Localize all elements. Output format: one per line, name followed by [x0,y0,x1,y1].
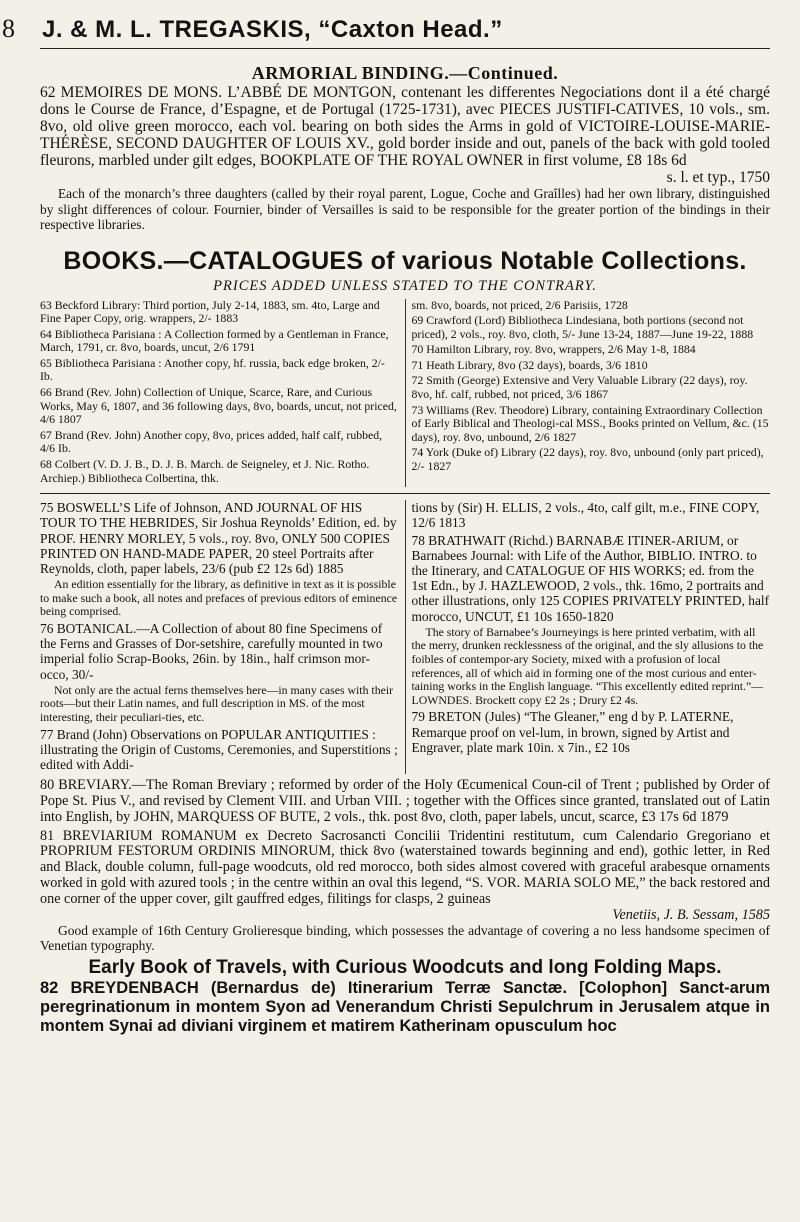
lower-columns [40,500,770,774]
armorial-section-title: ARMORIAL BINDING.—Continued. [251,63,559,83]
running-header [2,14,770,49]
catalogue-entry: 68 Colbert (V. D. J. B., D. J. B. March. de Seigneley, et J. Nic. Rotho. Archiep.) Bibliotheca Colbertina, thk. [40,457,370,485]
lower-right-column [406,500,771,774]
divider [40,493,770,494]
catalogues-right-column [406,299,771,488]
entry-79: 79 BRETON (Jules) “The Gleaner,” eng d by P. LATERNE, Remarque proof on vel-lum, in brown, signed by Artist and Engraver, plate mark 10in. x 7in., £2 10s [411,709,734,755]
entry-75: 75 BOSWELL’S Life of Johnson, AND JOURNAL OF HIS TOUR TO THE HEBRIDES, Sir Joshua Reynolds’ Edition, ed. by PROF. HENRY MORLEY, 5 vols., roy. 8vo, ONLY 500 COPIES PRINTED ON HAND-MADE PAPER, 20 steel Portraits after Reynolds, cloth, paper labels, 23/6 (pub £2 12s 6d) 1885 [40,500,397,577]
publisher-heading: J. & M. L. TREGASKIS, “Caxton Head.” [42,16,503,43]
catalogue-entry: 66 Brand (Rev. John) Collection of Unique, Scarce, Rare, and Curious Works, May 6, 1807, and 36 following days, 8vo, boards, uncut, not priced, 4/6 1807 [40,385,397,427]
page-number: 8 [2,14,15,43]
entry-78: 78 BRATHWAIT (Richd.) BARNABÆ ITINER-ARIUM, or Barnabees Journal: with Life of the Author, BIBLIO. INTRO. to the Itinerary, and CATALOGUE OF HIS WORKS; ed. from the 1st Edn., by J. HAZLEWOOD, 2 vols., thk. 16mo, 2 portraits and other illustrations, only 125 COPIES PRIVATELY PRINTED, half morocco, UNCUT, £1 10s 1650-1820 [411,532,770,624]
catalogues-left-column [40,299,406,488]
catalogue-entry: 70 Hamilton Library, roy. 8vo, wrappers, 2/6 May 1-8, 1884 [411,342,696,357]
entry-82: 82 BREYDENBACH (Bernardus de) Itinerarium Terræ Sanctæ. [Colophon] Sanct-arum peregrinationum in montem Syon ad Venerandum Christi Sepulchrum in Jerusalem atque in montem Synai ad diviani virginem et matirem Katherinam opusculum hoc [40,979,770,1036]
entry-62: 62 MEMOIRES DE MONS. L’ABBÉ DE MONTGON, contenant les differentes Negociations dont il a été chargé dons le Course de France, d’Espagne, et de Portugal (1725-1731), avec PIECES JUSTIFI-CATIVES, 10 vols., sm. 8vo, old olive green morocco, each vol. bearing on both sides the Arms in gold of VICTOIRE-LOUISE-MARIE-THÉRÈSE, SECOND DAUGHTER OF LOUIS XV., gold border inside and out, panels of the back with gold tooled fleurons, marbled under gilt edges, BOOKPLATE OF THE ROYAL OWNER in first volume, £8 18s 6d [40,84,770,169]
catalogue-entry: 72 Smith (George) Extensive and Very Valuable Library (22 days), roy. 8vo, hf. calf, rubbed, not priced, 3/6 1867 [411,373,748,402]
catalogue-entry: 67 Brand (Rev. John) Another copy, 8vo, prices added, half calf, rubbed, 4/6 Ib. [40,427,383,456]
entry-76-note: Not only are the actual ferns themselves here—in many cases with their roots—but their Latin names, and full description in MS. of the most interesting, their peculiari-ties, etc. [40,682,394,725]
entry-77-continued: tions by (Sir) H. ELLIS, 2 vols., 4to, calf gilt, m.e., FINE COPY, 12/6 1813 [411,500,760,531]
armorial-note: Each of the monarch’s three daughters (called by their royal parent, Logue, Coche and Graîlles) had her own library, distinguished by slight differences of colour. Fournier, binder of Versailles is said to be responsible for the greater portion of the bindings in their respective libraries. [40,186,770,232]
catalogue-entry: 69 Crawford (Lord) Bibliotheca Lindesiana, both portions (second not priced), 2 vols., roy. 8vo, cloth, 5/- June 13-24, 1887—June 19-22, 1888 [411,313,754,341]
catalogues-title: BOOKS.—CATALOGUES of various Notable Collections. [63,246,747,275]
entry-81-note: Good example of 16th Century Grolieresque binding, which possesses the advantage of covering a no less handsome specimen of Venetian typography. [40,923,770,954]
catalogue-entry: 74 York (Duke of) Library (22 days), roy. 8vo, unbound (only part priced), 2/- 1827 [411,445,764,474]
catalogue-entry: sm. 8vo, boards, not priced, 2/6 Parisiis, 1728 [411,297,628,312]
catalogue-entry: 65 Bibliotheca Parisiana : Another copy, hf. russia, back edge broken, 2/- Ib. [40,355,385,384]
early-travels-heading: Early Book of Travels, with Curious Woodcuts and long Folding Maps. [88,957,722,979]
entry-77: 77 Brand (John) Observations on POPULAR ANTIQUITIES : illustrating the Origin of Customs, Ceremonies, and Superstitions ; edited with Addi- [40,726,398,773]
catalogues-subtitle: PRICES ADDED UNLESS STATED TO THE CONTRARY. [213,277,597,294]
catalogues-columns [40,299,770,488]
entry-81: 81 BREVIARIUM ROMANUM ex Decreto Sacrosancti Concilii Tridentini restitutum, cum Calendario Gregoriano et PROPRIUM FESTORUM ORDINIS MINORUM, thick 8vo (waterstained towards beginning and end), gothic letter, in Red and Black, double column, full-page woodcuts, old red morocco, both sides almost covered with graceful arabesque ornaments worked in gold with azured tools ; in the centre within an oval this legend, “S. VOR. MARIA SOLO ME,” the back restored and one corner of the upper cover, gilt gauffred edges, filitings for clasps, 2 guineas [40,827,770,907]
entry-78-note: The story of Barnabee’s Journeyings is here printed verbatim, with all the merry, drunken recklessness of the original, and the sly allusions to the foibles of contempor-ary Society, mixed with a profusion of local references, all of which aid in forming one of the most curious and enter-taining works in the English language. “This excellently edited reprint.”—LOWNDES. Brockett copy £2 2s ; Drury £2 4s. [411,624,764,707]
entry-80: 80 BREVIARY.—The Roman Breviary ; reformed by order of the Holy Œcumenical Coun-cil of Trent ; published by Order of Pope St. Pius V., and revised by Clement VIII. and Urban VIII. ; together with the Offices since granted, translated out of Latin into English, by JOHN, MARQUESS OF BUTE, 2 vols., thk. post 8vo, cloth, paper labels, uncut, scarce, £3 17s 6d 1879 [40,777,770,825]
catalogue-entry: 73 Williams (Rev. Theodore) Library, containing Extraordinary Collection of Early Biblical and Theologi-cal MSS., Books printed on Vellum, &c. (15 days), roy. 8vo, unbound, 2/6 1827 [411,402,769,444]
catalogue-page [2,14,770,1036]
entry-81-imprint: Venetiis, J. B. Sessam, 1585 [612,906,770,923]
entry-75-note: An edition essentially for the library, as definitive in text as it is possible to make such a book, all notes and prefaces of previous editors of eminence being comprised. [40,577,398,619]
catalogue-entry: 71 Heath Library, 8vo (32 days), boards, 3/6 1810 [411,357,648,372]
entry-76: 76 BOTANICAL.—A Collection of about 80 fine Specimens of the Ferns and Grasses of Dor-setshire, carefully mounted in two imperial folio Scrap-Books, 26in. by 18in., half crimson mor-occo, 30/- [40,621,383,682]
lower-left-column [40,500,406,774]
catalogue-entry: 63 Beckford Library: Third portion, July 2-14, 1883, sm. 4to, Large and Fine Paper Copy, orig. wrappers, 2/- 1883 [40,297,380,326]
entry-62-imprint: s. l. et typ., 1750 [666,169,770,186]
catalogue-entry: 64 Bibliotheca Parisiana : A Collection formed by a Gentleman in France, March, 1791, cr. 8vo, boards, uncut, 2/6 1791 [40,326,389,355]
